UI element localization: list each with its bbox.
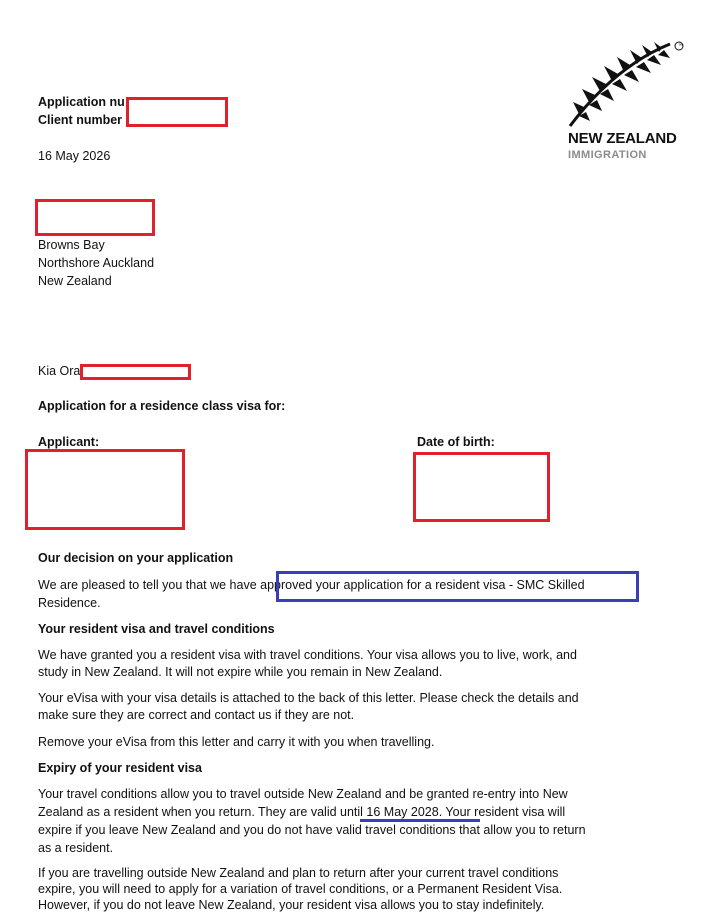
expiry-paragraph-1-line-2: Zealand as a resident when you return. They are valid until 16 May 2028. Your resident visa will <box>38 805 566 819</box>
logo-immigration: IMMIGRATION <box>568 149 647 161</box>
visa-paragraph-2-line-1: Your eVisa with your visa details is attached to the back of this letter. Please check the details and <box>38 691 579 705</box>
logo-new-zealand: NEW ZEALAND <box>568 130 677 147</box>
trademark-symbol: ™ <box>678 43 683 49</box>
redaction-box-name <box>35 199 155 236</box>
visa-heading: Your resident visa and travel conditions <box>38 622 275 636</box>
application-number-label: Application nu <box>38 95 125 109</box>
address-line-1: Browns Bay <box>38 238 105 252</box>
expiry-paragraph-2-line-1: If you are travelling outside New Zealand and plan to return after your current travel conditions <box>38 866 559 880</box>
highlight-box-approval <box>276 571 639 602</box>
expiry-paragraph-1-line-1: Your travel conditions allow you to travel outside New Zealand and be granted re-entry into New <box>38 787 568 801</box>
visa-paragraph-1-line-2: study in New Zealand. It will not expire while you remain in New Zealand. <box>38 665 443 679</box>
redaction-box-applicant <box>25 449 185 530</box>
expiry-paragraph-2-line-2: expire, you will need to apply for a variation of travel conditions, or a Permanent Resident Visa. <box>38 882 563 896</box>
letter-date: 16 May 2026 <box>38 149 111 163</box>
expiry-paragraph-1-line-4: as a resident. <box>38 841 114 855</box>
decision-heading: Our decision on your application <box>38 551 234 565</box>
decision-paragraph-line-1: We are pleased to tell you that we have approved your application for a resident visa - SMC Skilled <box>38 578 585 592</box>
expiry-heading: Expiry of your resident visa <box>38 761 202 775</box>
address-line-3: New Zealand <box>38 274 112 288</box>
visa-paragraph-2-line-2: make sure they are correct and contact us if they are not. <box>38 708 355 722</box>
visa-paragraph-1-line-1: We have granted you a resident visa with travel conditions. Your visa allows you to live, work, and <box>38 648 577 662</box>
decision-paragraph-line-2: Residence. <box>38 596 101 610</box>
applicant-label: Applicant: <box>38 435 100 449</box>
redaction-box-dob <box>413 452 550 522</box>
expiry-paragraph-1-line-3: expire if you leave New Zealand and you do not have valid travel conditions that allow you to return <box>38 823 586 837</box>
greeting: Kia Ora <box>38 364 81 378</box>
redaction-box-greeting-name <box>80 364 191 380</box>
redaction-box-application-number <box>126 97 228 127</box>
expiry-paragraph-2-line-3: However, if you do not leave New Zealand, your resident visa allows you to stay indefinitely. <box>38 898 545 912</box>
address-line-2: Northshore Auckland <box>38 256 155 270</box>
visa-paragraph-3: Remove your eVisa from this letter and carry it with you when travelling. <box>38 735 435 749</box>
fern-icon <box>566 40 686 130</box>
dob-label: Date of birth: <box>417 435 495 449</box>
client-number-label: Client number <box>38 113 123 127</box>
silver-fern-logo <box>566 40 686 130</box>
subject-line: Application for a residence class visa for: <box>38 399 286 413</box>
